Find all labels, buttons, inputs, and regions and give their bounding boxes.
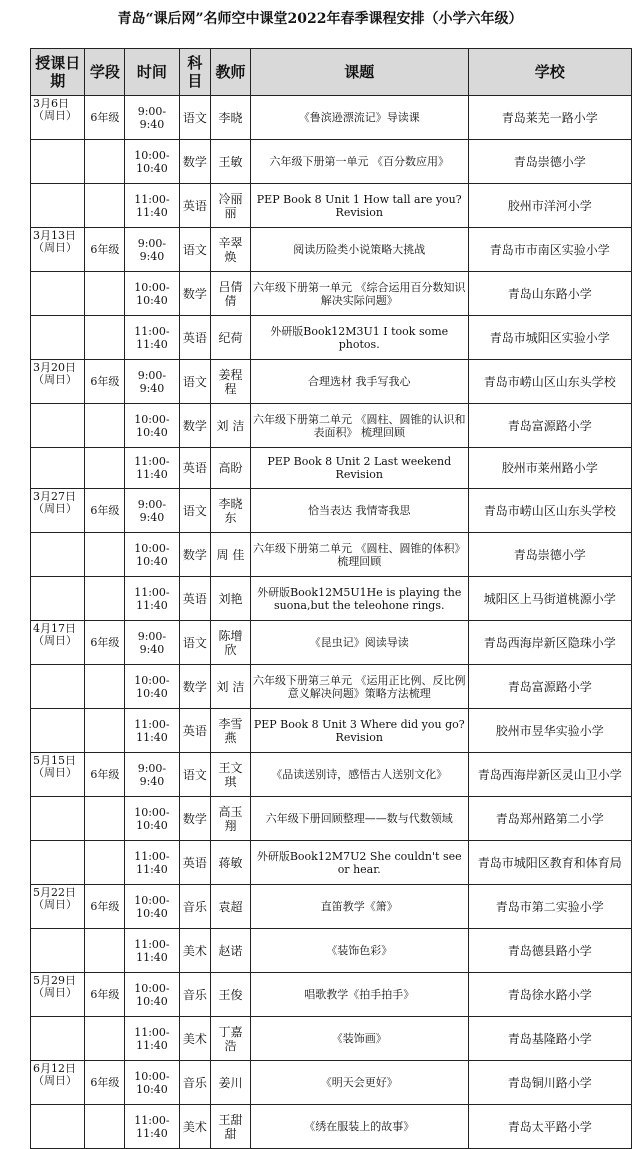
- topic-cell: 《明天会更好》: [250, 1061, 468, 1105]
- school-cell: 青岛西海岸新区灵山卫小学: [468, 753, 631, 797]
- date-cell: 5月22日（周日）: [31, 885, 85, 929]
- date-cell: [31, 533, 85, 577]
- topic-cell: 六年级下册第一单元 《百分数应用》: [250, 140, 468, 184]
- date-cell: 4月17日（周日）: [31, 621, 85, 665]
- teacher-cell: 辛翠焕: [211, 228, 251, 272]
- table-row: [31, 533, 632, 577]
- header-topic: 课题: [250, 49, 468, 96]
- time-cell: 10:00-10:40: [125, 533, 179, 577]
- topic-cell: 《品读送别诗，感悟古人送别文化》: [250, 753, 468, 797]
- school-cell: 青岛富源路小学: [468, 665, 631, 709]
- header-grade: 学段: [85, 49, 125, 96]
- table-row: [31, 140, 632, 184]
- teacher-cell: 纪荷: [211, 316, 251, 360]
- table-row: [31, 885, 632, 929]
- school-cell: 青岛市城阳区实验小学: [468, 316, 631, 360]
- subject-cell: 音乐: [179, 1061, 210, 1105]
- teacher-cell: 周 佳: [211, 533, 251, 577]
- teacher-cell: 冷丽丽: [211, 184, 251, 228]
- topic-cell: 六年级下册第一单元 《综合运用百分数知识解决实际问题》: [250, 272, 468, 316]
- subject-cell: 英语: [179, 448, 210, 489]
- table-row: [31, 184, 632, 228]
- teacher-cell: 赵诺: [211, 929, 251, 973]
- school-cell: 青岛崇德小学: [468, 533, 631, 577]
- topic-cell: 外研版Book12M7U2 She couldn't see or hear.: [250, 841, 468, 885]
- subject-cell: 英语: [179, 316, 210, 360]
- page-title: 青岛“课后网”名师空中课堂2022年春季课程安排（小学六年级）: [117, 11, 523, 27]
- subject-cell: 美术: [179, 929, 210, 973]
- school-cell: 青岛市崂山区山东头学校: [468, 360, 631, 404]
- grade-cell: [85, 929, 125, 973]
- time-cell: 10:00-10:40: [125, 665, 179, 709]
- teacher-cell: 吕倩倩: [211, 272, 251, 316]
- grade-cell: [85, 1105, 125, 1149]
- grade-cell: [85, 577, 125, 621]
- school-cell: 青岛市崂山区山东头学校: [468, 489, 631, 533]
- table-row: [31, 753, 632, 797]
- grade-cell: 6年级: [85, 360, 125, 404]
- grade-cell: [85, 140, 125, 184]
- date-cell: 3月13日（周日）: [31, 228, 85, 272]
- subject-cell: 语文: [179, 621, 210, 665]
- date-cell: 3月20日（周日）: [31, 360, 85, 404]
- teacher-cell: 李晓: [211, 96, 251, 140]
- subject-cell: 语文: [179, 96, 210, 140]
- table-row: [31, 448, 632, 489]
- topic-cell: 《装饰色彩》: [250, 929, 468, 973]
- grade-cell: 6年级: [85, 96, 125, 140]
- grade-cell: [85, 316, 125, 360]
- grade-cell: [85, 665, 125, 709]
- table-row: [31, 404, 632, 448]
- school-cell: 青岛西海岸新区隐珠小学: [468, 621, 631, 665]
- teacher-cell: 姜川: [211, 1061, 251, 1105]
- subject-cell: 英语: [179, 841, 210, 885]
- school-cell: 青岛山东路小学: [468, 272, 631, 316]
- table-row: [31, 1061, 632, 1105]
- table-row: [31, 929, 632, 973]
- teacher-cell: 刘 洁: [211, 665, 251, 709]
- subject-cell: 数学: [179, 140, 210, 184]
- school-cell: 胶州市洋河小学: [468, 184, 631, 228]
- topic-cell: PEP Book 8 Unit 3 Where did you go? Revision: [250, 709, 468, 753]
- teacher-cell: 王甜甜: [211, 1105, 251, 1149]
- grade-cell: 6年级: [85, 489, 125, 533]
- time-cell: 11:00-11:40: [125, 448, 179, 489]
- school-cell: 城阳区上马街道桃源小学: [468, 577, 631, 621]
- topic-cell: PEP Book 8 Unit 1 How tall are you? Revision: [250, 184, 468, 228]
- teacher-cell: 刘 洁: [211, 404, 251, 448]
- subject-cell: 音乐: [179, 885, 210, 929]
- time-cell: 11:00-11:40: [125, 1105, 179, 1149]
- table-row: [31, 797, 632, 841]
- teacher-cell: 刘艳: [211, 577, 251, 621]
- teacher-cell: 李雪燕: [211, 709, 251, 753]
- subject-cell: 英语: [179, 184, 210, 228]
- header-school: 学校: [468, 49, 631, 96]
- header-time: 时间: [125, 49, 179, 96]
- date-cell: [31, 1017, 85, 1061]
- date-cell: [31, 404, 85, 448]
- date-cell: [31, 272, 85, 316]
- grade-cell: 6年级: [85, 621, 125, 665]
- table-row: [31, 96, 632, 140]
- time-cell: 9:00-9:40: [125, 489, 179, 533]
- subject-cell: 数学: [179, 272, 210, 316]
- topic-cell: 直笛教学《箫》: [250, 885, 468, 929]
- subject-cell: 语文: [179, 228, 210, 272]
- date-cell: [31, 1105, 85, 1149]
- time-cell: 9:00-9:40: [125, 621, 179, 665]
- school-cell: 青岛太平路小学: [468, 1105, 631, 1149]
- schedule-table: [30, 48, 632, 1149]
- topic-cell: 六年级下册第二单元 《圆柱、圆锥的体积》梳理回顾: [250, 533, 468, 577]
- teacher-cell: 王敏: [211, 140, 251, 184]
- grade-cell: [85, 184, 125, 228]
- topic-cell: 六年级下册第三单元 《运用正比例、反比例意义解决问题》策略方法梳理: [250, 665, 468, 709]
- time-cell: 10:00-10:40: [125, 140, 179, 184]
- date-cell: [31, 577, 85, 621]
- table-row: [31, 228, 632, 272]
- teacher-cell: 蒋敏: [211, 841, 251, 885]
- time-cell: 11:00-11:40: [125, 929, 179, 973]
- subject-cell: 语文: [179, 360, 210, 404]
- table-row: [31, 272, 632, 316]
- table-row: [31, 316, 632, 360]
- school-cell: 青岛崇德小学: [468, 140, 631, 184]
- header-teacher: 教师: [211, 49, 251, 96]
- topic-cell: PEP Book 8 Unit 2 Last weekend Revision: [250, 448, 468, 489]
- teacher-cell: 袁超: [211, 885, 251, 929]
- table-row: [31, 665, 632, 709]
- school-cell: 青岛市第二实验小学: [468, 885, 631, 929]
- time-cell: 10:00-10:40: [125, 272, 179, 316]
- time-cell: 10:00-10:40: [125, 1061, 179, 1105]
- teacher-cell: 丁嘉浩: [211, 1017, 251, 1061]
- school-cell: 青岛基隆路小学: [468, 1017, 631, 1061]
- time-cell: 11:00-11:40: [125, 1017, 179, 1061]
- grade-cell: [85, 797, 125, 841]
- table-row: [31, 709, 632, 753]
- school-cell: 青岛富源路小学: [468, 404, 631, 448]
- time-cell: 9:00-9:40: [125, 753, 179, 797]
- date-cell: [31, 665, 85, 709]
- header-subject: 科目: [179, 49, 210, 96]
- header-row: [31, 49, 632, 96]
- date-cell: 3月27日（周日）: [31, 489, 85, 533]
- grade-cell: [85, 533, 125, 577]
- grade-cell: 6年级: [85, 753, 125, 797]
- topic-cell: 《绣在服装上的故事》: [250, 1105, 468, 1149]
- table-row: [31, 489, 632, 533]
- teacher-cell: 李晓东: [211, 489, 251, 533]
- time-cell: 11:00-11:40: [125, 841, 179, 885]
- topic-cell: 《鲁滨逊漂流记》导读课: [250, 96, 468, 140]
- subject-cell: 英语: [179, 577, 210, 621]
- date-cell: [31, 316, 85, 360]
- date-cell: [31, 709, 85, 753]
- table-row: [31, 577, 632, 621]
- school-cell: 青岛铜川路小学: [468, 1061, 631, 1105]
- school-cell: 青岛德县路小学: [468, 929, 631, 973]
- school-cell: 胶州市昱华实验小学: [468, 709, 631, 753]
- topic-cell: 唱歌教学《拍手拍手》: [250, 973, 468, 1017]
- time-cell: 11:00-11:40: [125, 184, 179, 228]
- time-cell: 10:00-10:40: [125, 885, 179, 929]
- topic-cell: 阅读历险类小说策略大挑战: [250, 228, 468, 272]
- table-row: [31, 360, 632, 404]
- date-cell: [31, 929, 85, 973]
- table-row: [31, 973, 632, 1017]
- date-cell: [31, 140, 85, 184]
- date-cell: [31, 841, 85, 885]
- school-cell: 青岛徐水路小学: [468, 973, 631, 1017]
- time-cell: 11:00-11:40: [125, 316, 179, 360]
- time-cell: 9:00-9:40: [125, 360, 179, 404]
- school-cell: 青岛郑州路第二小学: [468, 797, 631, 841]
- school-cell: 青岛市城阳区教育和体育局: [468, 841, 631, 885]
- teacher-cell: 高盼: [211, 448, 251, 489]
- grade-cell: [85, 1017, 125, 1061]
- time-cell: 9:00-9:40: [125, 96, 179, 140]
- topic-cell: 六年级下册回顾整理——数与代数领域: [250, 797, 468, 841]
- school-cell: 青岛市市南区实验小学: [468, 228, 631, 272]
- teacher-cell: 王俊: [211, 973, 251, 1017]
- date-cell: 5月29日（周日）: [31, 973, 85, 1017]
- topic-cell: 合理选材 我手写我心: [250, 360, 468, 404]
- teacher-cell: 姜程程: [211, 360, 251, 404]
- grade-cell: 6年级: [85, 228, 125, 272]
- date-cell: [31, 448, 85, 489]
- topic-cell: 《装饰画》: [250, 1017, 468, 1061]
- subject-cell: 数学: [179, 797, 210, 841]
- topic-cell: 《昆虫记》阅读导读: [250, 621, 468, 665]
- topic-cell: 外研版Book12M3U1 I took some photos.: [250, 316, 468, 360]
- subject-cell: 数学: [179, 665, 210, 709]
- date-cell: 6月12日（周日）: [31, 1061, 85, 1105]
- time-cell: 9:00-9:40: [125, 228, 179, 272]
- subject-cell: 音乐: [179, 973, 210, 1017]
- teacher-cell: 高玉翔: [211, 797, 251, 841]
- grade-cell: 6年级: [85, 1061, 125, 1105]
- school-cell: 青岛莱芜一路小学: [468, 96, 631, 140]
- table-row: [31, 1017, 632, 1061]
- subject-cell: 美术: [179, 1105, 210, 1149]
- grade-cell: [85, 448, 125, 489]
- table-row: [31, 1105, 632, 1149]
- time-cell: 11:00-11:40: [125, 577, 179, 621]
- grade-cell: [85, 404, 125, 448]
- table-row: [31, 621, 632, 665]
- time-cell: 10:00-10:40: [125, 797, 179, 841]
- subject-cell: 语文: [179, 489, 210, 533]
- table-body: [31, 96, 632, 1149]
- grade-cell: 6年级: [85, 973, 125, 1017]
- subject-cell: 语文: [179, 753, 210, 797]
- grade-cell: 6年级: [85, 885, 125, 929]
- time-cell: 10:00-10:40: [125, 404, 179, 448]
- date-cell: 3月6日（周日）: [31, 96, 85, 140]
- subject-cell: 美术: [179, 1017, 210, 1061]
- topic-cell: 恰当表达 我情寄我思: [250, 489, 468, 533]
- date-cell: 5月15日（周日）: [31, 753, 85, 797]
- grade-cell: [85, 841, 125, 885]
- teacher-cell: 陈增欣: [211, 621, 251, 665]
- table-row: [31, 841, 632, 885]
- teacher-cell: 王文琪: [211, 753, 251, 797]
- date-cell: [31, 184, 85, 228]
- time-cell: 10:00-10:40: [125, 973, 179, 1017]
- topic-cell: 外研版Book12M5U1He is playing the suona,but the teleohone rings.: [250, 577, 468, 621]
- subject-cell: 数学: [179, 404, 210, 448]
- date-cell: [31, 797, 85, 841]
- grade-cell: [85, 709, 125, 753]
- subject-cell: 英语: [179, 709, 210, 753]
- subject-cell: 数学: [179, 533, 210, 577]
- header-date: 授课日期: [31, 49, 85, 96]
- time-cell: 11:00-11:40: [125, 709, 179, 753]
- school-cell: 胶州市莱州路小学: [468, 448, 631, 489]
- topic-cell: 六年级下册第二单元 《圆柱、圆锥的认识和表面积》 梳理回顾: [250, 404, 468, 448]
- grade-cell: [85, 272, 125, 316]
